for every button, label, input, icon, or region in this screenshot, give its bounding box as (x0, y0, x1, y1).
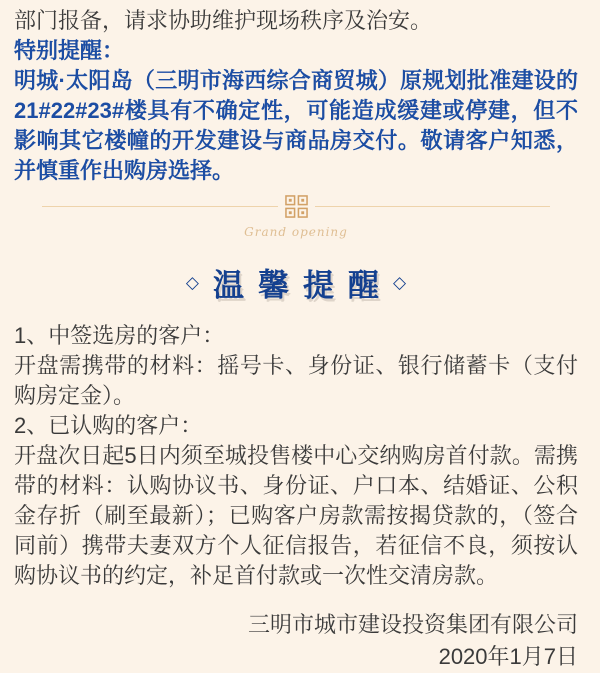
signature-block (14, 609, 578, 673)
divider-line-left (42, 206, 278, 207)
special-notice-body: 明城·太阳岛（三明市海西综合商贸城）原规划批准建设的21#22#23#楼具有不确定性，可能造成缓建或停建，但不影响其它楼幢的开发建设与商品房交付。敬请客户知悉，并慎重作出购房选择。 (14, 68, 578, 183)
intro-continuation-line: 部门报备，请求协助维护现场秩序及治安。 (14, 8, 433, 33)
company-name: 三明市城市建设投资集团有限公司 (247, 612, 578, 637)
special-notice-label: 特别提醒： (14, 38, 125, 63)
reminder-item-1-body: 开盘需携带的材料：摇号卡、身份证、银行储蓄卡（支付购房定金）。 (14, 353, 578, 408)
notice-date: 2020年1月7日 (438, 644, 578, 669)
divider-line-right (315, 206, 551, 207)
warm-reminder-body (14, 321, 578, 591)
reminder-item-1-heading: 1、中签选房的客户： (14, 323, 225, 348)
diamond-right-icon: ◇ (393, 273, 407, 292)
diamond-left-icon: ◇ (185, 273, 199, 292)
reminder-item-2-body: 开盘次日起5日内须至城投售楼中心交纳购房首付款。需携带的材料：认购协议书、身份证、户口本、结婚证、公积金存折（刷至最新）；已购客户房款需按揭贷款的，（签合同前）携带夫妻双方个人征信报告，若征信不良，须按认购协议书的约定，补足首付款或一次性交清房款。 (14, 443, 578, 588)
warm-reminder-heading (14, 260, 578, 305)
reminder-item-2-heading: 2、已认购的客户： (14, 413, 203, 438)
grand-opening-subtitle: Grand opening (244, 225, 348, 239)
seal-ornament-icon (285, 195, 308, 218)
section-divider (14, 195, 578, 239)
warm-reminder-title: 温馨提醒 (213, 268, 393, 303)
